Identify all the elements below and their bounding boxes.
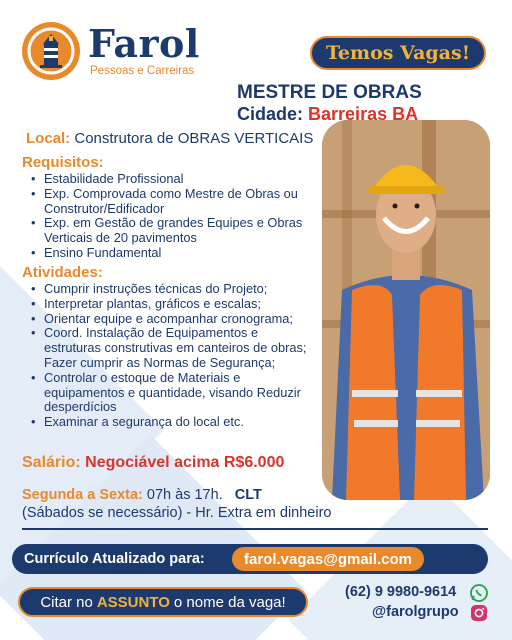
job-city [237, 104, 418, 125]
subject-pre: Citar no [40, 593, 93, 611]
hiring-badge: Temos Vagas! [310, 36, 486, 70]
list-item: • Cumprir instruções técnicas do Projeto; [44, 282, 314, 297]
subject-post: o nome da vaga! [173, 593, 286, 611]
local-value: Construtora de OBRAS VERTICAIS [74, 130, 314, 147]
email-link[interactable]: farol.vagas@gmail.com [232, 547, 424, 571]
divider [22, 528, 488, 530]
schedule-line [22, 487, 262, 503]
brand-tagline: Pessoas e Carreiras [90, 65, 195, 77]
salary-line [22, 454, 284, 472]
list-item: • Orientar equipe e acompanhar cronograma; [44, 312, 314, 327]
lighthouse-icon [22, 22, 80, 80]
list-item: • Interpretar plantas, gráficos e escalas; [44, 297, 314, 312]
brand-logo [22, 22, 200, 80]
cv-label: Currículo Atualizado para: [24, 551, 205, 567]
city-value: Barreiras BA [308, 104, 419, 124]
whatsapp-icon[interactable] [470, 584, 488, 602]
instagram-icon[interactable] [470, 604, 488, 622]
list-item: • Controlar o estoque de Materiais e equipamentos e quantidade, visando Reduzir desperdícios [44, 371, 314, 415]
phone-number[interactable]: (62) 9 9980-9614 [345, 584, 457, 600]
salary-label: Salário: [22, 454, 81, 471]
atividades-list [24, 282, 314, 430]
worker-photo [322, 120, 490, 500]
list-item: • Exp. Comprovada como Mestre de Obras ou Construtor/Edificador [44, 187, 334, 217]
atividades-title: Atividades: [22, 264, 103, 281]
requisitos-list [24, 172, 334, 261]
list-item: • Examinar a segurança do local etc. [44, 415, 314, 430]
subject-note [18, 587, 308, 617]
list-item: • Exp. em Gestão de grandes Equipes e Obras Verticais de 20 pavimentos [44, 216, 334, 246]
local-label: Local: [26, 130, 71, 147]
schedule-label: Segunda a Sexta: [22, 487, 143, 503]
instagram-handle[interactable]: @farolgrupo [372, 604, 459, 620]
city-label: Cidade: [237, 104, 304, 124]
list-item: • Coord. Instalação de Equipamentos e estruturas construtivas em canteiros de obras; Fazer cumprir as Normas de Segurança; [44, 326, 314, 370]
list-item: • Ensino Fundamental [44, 246, 334, 261]
local-line [26, 130, 313, 147]
regime-value: CLT [234, 487, 262, 503]
job-title: MESTRE DE OBRAS [237, 82, 422, 103]
schedule-note: (Sábados se necessário) - Hr. Extra em dinheiro [22, 505, 332, 521]
list-item: • Estabilidade Profissional [44, 172, 334, 187]
salary-value: Negociável acima R$6.000 [85, 454, 285, 471]
schedule-value: 07h às 17h. [146, 487, 223, 503]
brand-name: Farol [88, 21, 200, 66]
requisitos-title: Requisitos: [22, 154, 104, 171]
subject-highlight: ASSUNTO [96, 593, 170, 611]
